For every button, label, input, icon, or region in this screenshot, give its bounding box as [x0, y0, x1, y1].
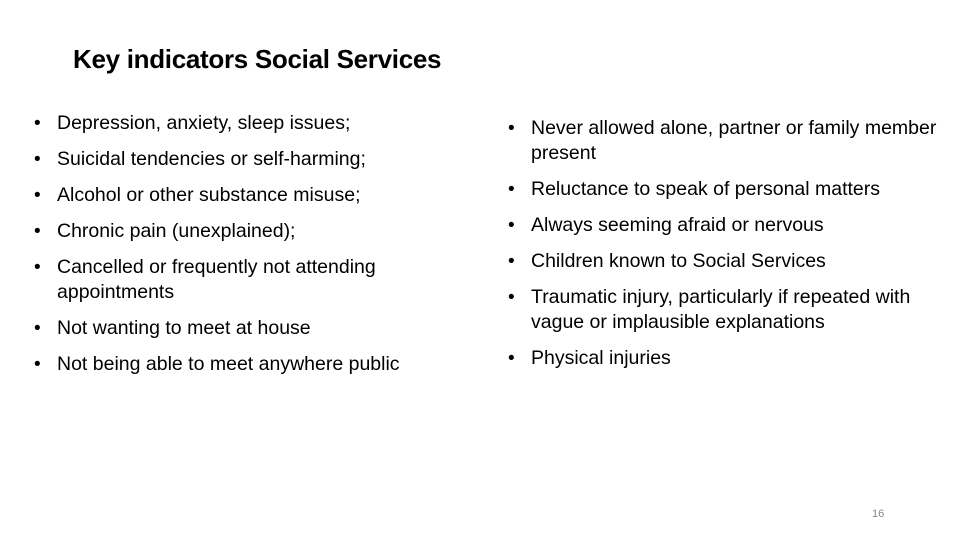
- list-item-text: Alcohol or other substance misuse;: [57, 184, 361, 206]
- bullet-icon: •: [34, 185, 41, 206]
- list-item: [34, 255, 454, 305]
- right-bullet-list: [508, 116, 938, 382]
- bullet-icon: •: [34, 354, 41, 375]
- bullet-icon: •: [34, 113, 41, 134]
- list-item: [34, 147, 454, 172]
- list-item-text: Never allowed alone, partner or family member present: [531, 117, 937, 164]
- list-item-text: Cancelled or frequently not attending appointments: [57, 256, 376, 303]
- bullet-icon: •: [508, 251, 515, 272]
- list-item-text: Physical injuries: [531, 347, 671, 369]
- list-item-text: Reluctance to speak of personal matters: [531, 178, 881, 200]
- bullet-icon: •: [508, 348, 515, 369]
- bullet-icon: •: [508, 287, 515, 308]
- list-item: [508, 346, 938, 371]
- list-item: [34, 219, 454, 244]
- bullet-icon: •: [508, 179, 515, 200]
- list-item-text: Children known to Social Services: [531, 250, 826, 272]
- list-item-text: Not being able to meet anywhere public: [57, 353, 400, 375]
- list-item: [508, 285, 938, 335]
- list-item: [34, 111, 454, 136]
- list-item: [34, 183, 454, 208]
- list-item: [508, 213, 938, 238]
- list-item-text: Suicidal tendencies or self-harming;: [57, 148, 366, 170]
- list-item-text: Always seeming afraid or nervous: [531, 214, 824, 236]
- list-item: [34, 316, 454, 341]
- list-item-text: Chronic pain (unexplained);: [57, 220, 296, 242]
- list-item-text: Not wanting to meet at house: [57, 317, 311, 339]
- slide-title: Key indicators Social Services: [73, 44, 442, 74]
- bullet-icon: •: [34, 221, 41, 242]
- list-item-text: Depression, anxiety, sleep issues;: [57, 112, 351, 134]
- bullet-icon: •: [34, 149, 41, 170]
- bullet-icon: •: [508, 118, 515, 139]
- bullet-icon: •: [508, 215, 515, 236]
- list-item: [508, 116, 938, 166]
- list-item-text: Traumatic injury, particularly if repeated with vague or implausible explanations: [531, 286, 911, 333]
- list-item: [508, 177, 938, 202]
- page-number: 16: [872, 508, 885, 520]
- list-item: [508, 249, 938, 274]
- bullet-icon: •: [34, 257, 41, 278]
- bullet-icon: •: [34, 318, 41, 339]
- left-bullet-list: [34, 111, 454, 388]
- list-item: [34, 352, 454, 377]
